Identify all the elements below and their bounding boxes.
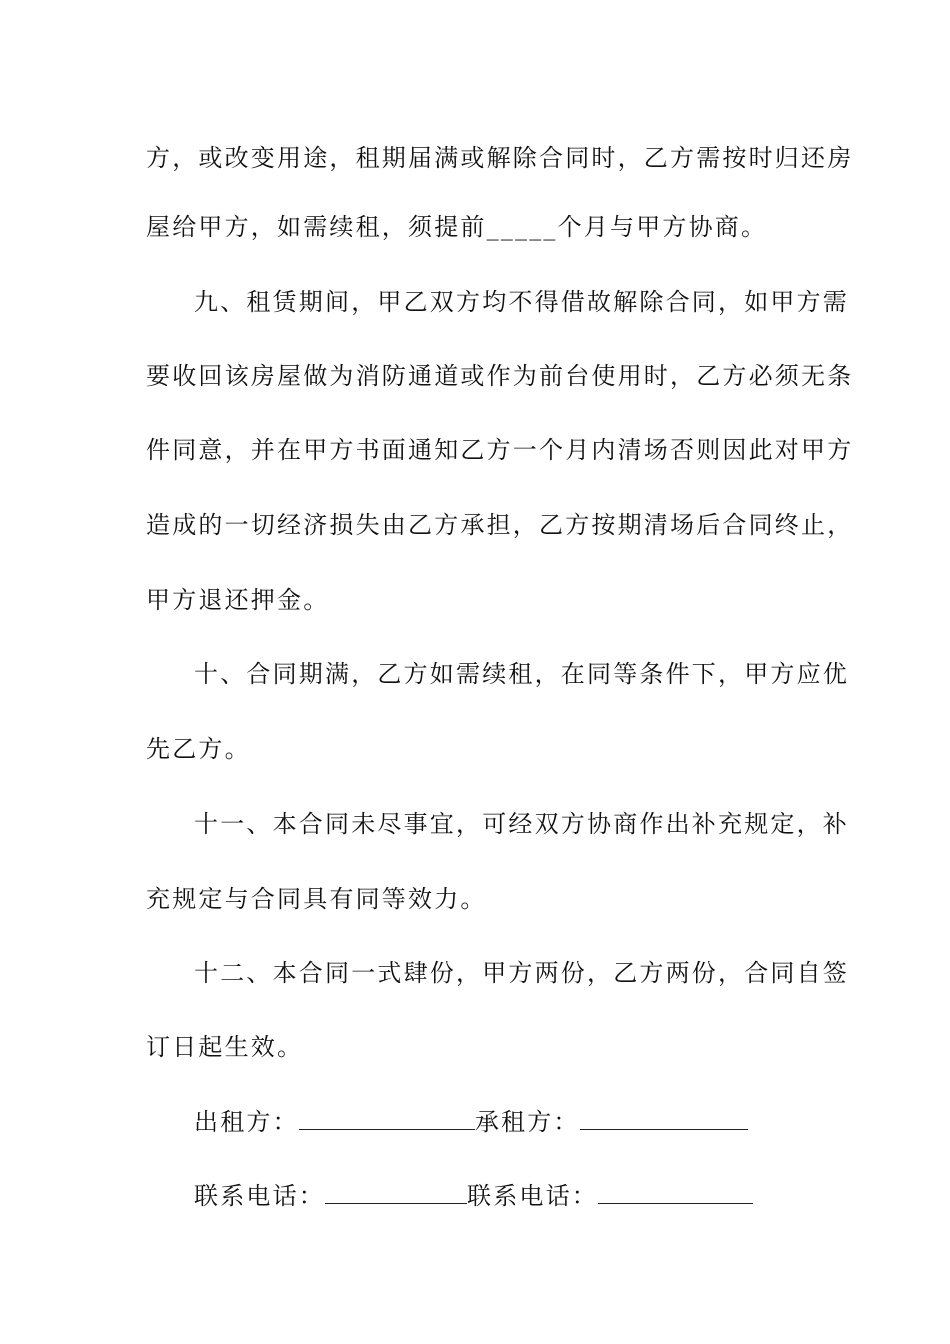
clause-nine-line: 九、租赁期间，甲乙双方均不得借故解除合同，如甲方需 [194,288,849,316]
lessee-blank [580,1107,748,1130]
signature-row-phones [194,1181,753,1211]
clause-eleven-line: 十一、本合同未尽事宜，可经双方协商作出补充规定，补 [194,810,849,838]
phone-blank-lessor [325,1181,467,1204]
phone-label-lessee: 联系电话： [467,1182,598,1210]
paragraph-line: 造成的一切经济损失由乙方承担，乙方按期清场后合同终止， [146,511,854,539]
clause-twelve-line: 十二、本合同一式肆份，甲方两份，乙方两份，合同自签 [194,959,849,987]
paragraph-line: 件同意，并在甲方书面通知乙方一个月内清场否则因此对甲方 [146,436,854,464]
phone-blank-lessee [598,1181,753,1204]
paragraph-line: 订日起生效。 [146,1033,304,1061]
clause-ten-line: 十、合同期满，乙方如需续租，在同等条件下，甲方应优 [194,660,849,688]
paragraph-line: 方，或改变用途，租期届满或解除合同时，乙方需按时归还房 [146,144,854,172]
paragraph-line: 屋给甲方，如需续租，须提前_____个月与甲方协商。 [146,213,768,241]
phone-label-lessor: 联系电话： [194,1182,325,1210]
paragraph-line: 要收回该房屋做为消防通道或作为前台使用时，乙方必须无条 [146,362,854,390]
lessor-label: 出租方： [194,1108,299,1136]
paragraph-line: 先乙方。 [146,735,251,763]
lessor-blank [299,1107,475,1130]
lessee-label: 承租方： [474,1108,580,1136]
paragraph-line: 甲方退还押金。 [146,586,330,614]
paragraph-line: 充规定与合同具有同等效力。 [146,885,487,913]
signature-row-parties [194,1107,748,1137]
